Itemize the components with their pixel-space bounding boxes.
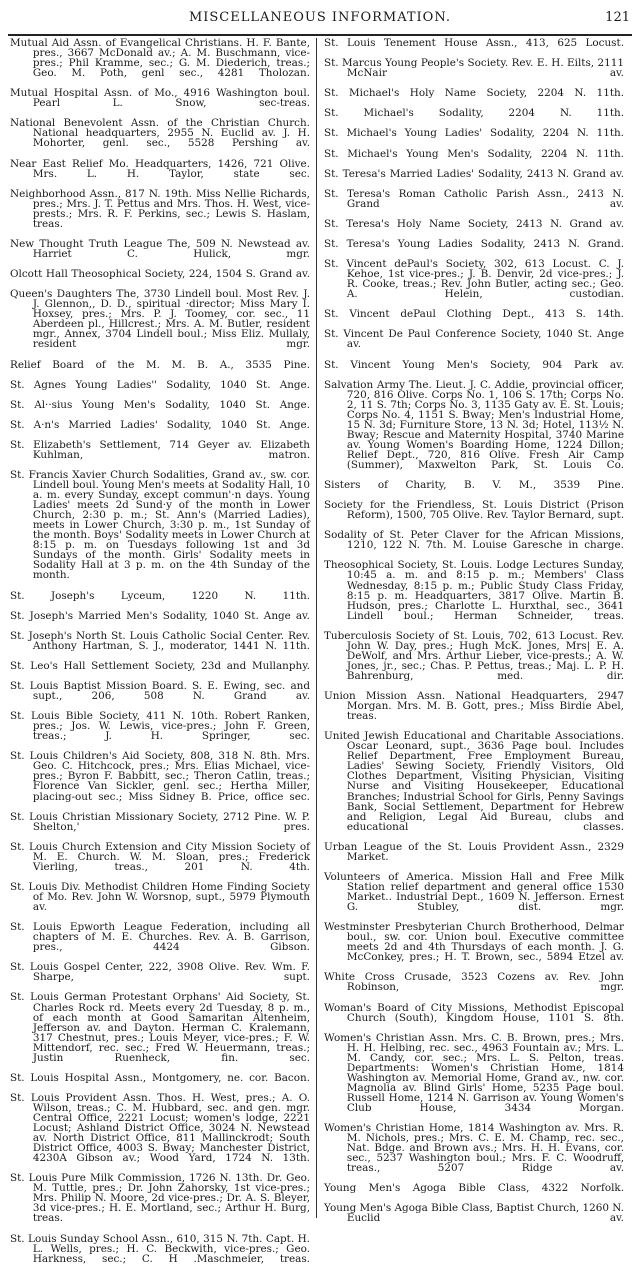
directory-entry: White Cross Crusade, 3523 Cozens av. Rev. John Robinson, mgr. <box>324 971 624 994</box>
directory-entry: St. Teresa's Roman Catholic Parish Assn., 2413 N. Grand av. <box>324 187 624 210</box>
directory-entry: St. Louis Christian Missionary Society, 2712 Pine. W. P. Shelton,' pres. <box>10 810 310 833</box>
directory-entry: St. Louis Div. Methodist Children Home Finding Society of Mo. Rev. John W. Worsnop, supt., 5979 Plymouth av. <box>10 880 310 914</box>
directory-entry: Westminster Presbyterian Church Brotherhood, Delmar boul., sw. cor. Union boul. Executive committee meets 2d and 4th Thursdays of each month. J. G. McConkey, pres.; H. T. Brown, sec., 5894 Etzel av. <box>324 921 624 964</box>
directory-entry: Mutual Hospital Assn. of Mo., 4916 Washington boul. Pearl L. Snow, sec-treas. <box>10 87 310 110</box>
directory-entry: Queen's Daughters The, 3730 Lindell boul. Most Rev. J. J. Glennon,, D. D., spiritual ·director; Miss Mary I. Hoxsey, pres.; Mrs. P. J. Toomey, cor. sec., 11 Aberdeen pl., Hillcrest.; Mrs. A. M. Butler, resident mgr., Annex, 3704 Lindell boul.; Miss Eliz. Mullaly, resident mgr. <box>10 288 310 351</box>
directory-entry: Near East Relief Mo. Headquarters, 1426, 721 Olive. Mrs. L. H. Taylor, state sec. <box>10 157 310 180</box>
directory-entry: St. A·n's Married Ladies' Sodality, 1040 St. Ange. <box>10 418 310 431</box>
directory-entry: St. Elizabeth's Settlement, 714 Geyer av. Elizabeth Kuhlman, matron. <box>10 438 310 461</box>
directory-entry: National Benevolent Assn. of the Christian Church. National headquarters, 2955 N. Euclid av. J. H. Mohorter, genl. sec., 5528 Pershing av. <box>10 117 310 150</box>
directory-entry: Volunteers of America. Mission Hall and Free Milk Station relief department and general office 1530 Market.. Industrial Dept., 1609 N. Jefferson. Ernest G. Stubley, dist. mgr. <box>324 870 624 914</box>
directory-entry: St. Vincent dePaul Clothing Dept., 413 S. 14th. <box>324 308 624 321</box>
directory-entry: St. Michael's Holy Name Society, 2204 N. 11th. <box>324 87 624 100</box>
directory-entry: St. Teresa's Holy Name Society, 2413 N. Grand av. <box>324 217 624 230</box>
directory-entry: Women's Christian Home, 1814 Washington av. Mrs. R. M. Nichols, pres.; Mrs. C. E. M. Champ, rec. sec., Nat. Bdge. and Brown avs.; Mrs. H. H. Evans, cor. sec., 5237 Washington boul.; Mrs. F. C. Woodruff, treas., 5207 Ridge av. <box>324 1122 624 1175</box>
directory-entry: Young Men's Agoga Bible Class, 4322 Norfolk. <box>324 1182 624 1195</box>
directory-entry: St. Louis German Protestant Orphans' Aid Society, St. Charles Rock rd. Meets every 2d Tuesday, 8 p. m., of each month at Good Samaritan Altenheim, Jefferson av. and Dayton. Herman C. Kralemann, 317 Chestnut, pres.; Louis Meyer, vice-pres.; F. W. Mittendorf, rec. sec.; Fred W. Heuermann, treas.; Justin Ruenheck, fin. sec. <box>10 991 310 1064</box>
page-title: MISCELLANEOUS INFORMATION. <box>188 10 452 25</box>
directory-entry: St. Louis Gospel Center, 222, 3908 Olive. Rev. Wm. F. Sharpe, supt. <box>10 961 310 984</box>
directory-entry: St. Louis Baptist Mission Board. S. E. Ewing, sec. and supt., 206, 508 N. Grand av. <box>10 680 310 703</box>
directory-entry: St. Francis Xavier Church Sodalities, Grand av., sw. cor. Lindell boul. Young Men's meets at Sodality Hall, 10 a. m. every Sunday, except commun'·n days. Young Ladies' meets 2d Sund·y of the month in Lower Church, 2:30 p. m.; St. Ann's (Married Ladies), meets in Lower Church, 3:30 p. m., 1st Sunday of the month. Boys' Sodality meets in Lower Church at 8:15 p. m. on Tuesdays following 1st and 3d Sundays of the month. Girls' Sodality meets in Sodality Hall at 3 p. m. on the 4th Sunday of the month. <box>10 469 310 582</box>
page-header <box>8 10 632 32</box>
directory-entry: Young Men's Agoga Bible Class, Baptist Church, 1260 N. Euclid av. <box>324 1202 624 1225</box>
directory-entry: St. Louis Sunday School Assn., 610, 315 N. 7th. Capt. H. L. Wells, pres.; H. C. Beckwith, vice-pres.; Geo. Harkness, sec.; C. H .Maschmeier, treas. <box>10 1232 310 1265</box>
directory-entry: St. Louis Children's Aid Society, 808, 318 N. 8th. Mrs. Geo. C. Hitchcock, pres.; Mrs. Elias Michael, vice-pres.; Byron F. Babbitt, sec.; Theron Catlin, treas.; Florence Van Sickler, genl. sec.; Hertha Miller, placing-out sec.; Miss Sidney B. Price, office sec. <box>10 750 310 803</box>
directory-entry: Union Mission Assn. National Headquarters, 2947 Morgan. Mrs. M. B. Gott, pres.; Miss Birdie Abel, treas. <box>324 690 624 723</box>
directory-entry: New Thought Truth League The, 509 N. Newstead av. Harriet C. Hulick, mgr. <box>10 237 310 260</box>
directory-entry: St. Louis Epworth League Federation, including all chapters of M. E. Churches. Rev. A. B. Garrison, pres., 4424 Gibson. <box>10 921 310 954</box>
directory-entry: St. Michael's Young Ladies' Sodality, 2204 N. 11th. <box>324 127 624 140</box>
directory-entry: Mutual Aid Assn. of Evangelical Christians. H. F. Bante, pres., 3667 McDonald av.; A. M. Buschmann, vice-pres.; Phil Kramme, sec.; G. M. Diederich, treas.; Geo. M. Poth, genl sec., 4281 Tholozan. <box>10 37 310 80</box>
directory-entry: United Jewish Educational and Charitable Associations. Oscar Leonard, supt., 3636 Page boul. Includes Relief Department, Free Employment Bureau, Ladies' Sewing Society, Friendly Visitors, Old Clothes Department, Visiting Physician, Visiting Nurse and Visiting Housekeeper, Educational Branches; Industrial School for Girls, Penny Savings Bank, Social Settlement, Department for Hebrew and Religion, Legal Aid Bureau, clubs and educational classes. <box>324 730 624 833</box>
column-divider <box>316 38 317 1218</box>
directory-entry: St. Louis Church Extension and City Mission Society of M. E. Church. W. M. Sloan, pres.; Frederick Vierling, treas., 201 N. 4th. <box>10 840 310 873</box>
directory-entry: Society for the Friendless, St. Louis District (Prison Reform), 1500, 705 Olive. Rev. Taylor Bernard, supt. <box>324 499 624 522</box>
directory-entry: St. Vincent dePaul's Society, 302, 613 Locust. C. J. Kehoe, 1st vice-pres.; J. B. Denvir, 2d vice-pres.; J. R. Cooke, treas.; Rev. John Butler, acting sec.; Geo. A. Helein, custodian. <box>324 258 624 301</box>
directory-entry: St. Joseph's Married Men's Sodality, 1040 St. Ange av. <box>10 609 310 622</box>
directory-entry: St. Al··sius Young Men's Sodality, 1040 St. Ange. <box>10 398 310 411</box>
directory-entry: Olcott Hall Theosophical Society, 224, 1504 S. Grand av. <box>10 268 310 281</box>
directory-entry: St. Louis Pure Milk Commission, 1726 N. 13th. Dr. Geo. M. Tuttle, pres.; Dr. John Zahorsky, 1st vice-pres.; Mrs. Philip N. Moore, 2d vice-pres.; Dr. A. S. Bleyer, 3d vice-pres.; H. E. Mortland, sec.; Arthur H. Burg, treas. <box>10 1172 310 1225</box>
directory-entry: St. Agnes Young Ladies'' Sodality, 1040 St. Ange. <box>10 378 310 391</box>
left-column <box>10 38 310 1274</box>
directory-entry: Sisters of Charity, B. V. M., 3539 Pine. <box>324 479 624 492</box>
directory-entry: St. Louis Hospital Assn., Montgomery, ne. cor. Bacon. <box>10 1071 310 1084</box>
directory-entry: Women's Christian Assn. Mrs. C. B. Brown, pres.; Mrs. H. H. Helbing, rec. sec., 4963 Fountain av.; Mrs. L. M. Candy, cor. sec.; Mrs. L. S. Pelton, treas. Departments: Women's Christian Home, 1814 Washington av. Memorial Home, Grand av., nw. cor. Magnolia av. Blind Girls' Home, 5235 Page boul. Russell Home, 1214 N. Garrison av. Young Women's Club House, 3434 Morgan. <box>324 1031 624 1114</box>
right-column <box>324 38 624 1234</box>
directory-entry: St. Louis Tenement House Assn., 413, 625 Locust. <box>324 37 624 49</box>
header-rule <box>8 34 632 36</box>
directory-entry: St. Teresa's Married Ladies' Sodality, 2413 N. Grand av. <box>324 167 624 180</box>
directory-entry: Urban League of the St. Louis Provident Assn., 2329 Market. <box>324 840 624 863</box>
directory-entry: St. Louis Bible Society, 411 N. 10th. Robert Ranken, pres.; Jos. W. Lewis, vice-pres.; John F. Green, treas.; J. H. Springer, sec. <box>10 710 310 743</box>
page-number: 121 <box>605 10 630 25</box>
directory-entry: Woman's Board of City Missions, Methodist Episcopal Church (South), Kingdom House, 1101 S. 8th. <box>324 1001 624 1024</box>
directory-entry: St. Louis Provident Assn. Thos. H. West, pres.; A. O. Wilson, treas.; C. M. Hubbard, sec. and gen. mgr. Central Office, 2221 Locust; women's lodge, 2221 Locust; Ashland District Office, 3024 N. Newstead av. North District Office, 811 Mallinckrodt; South District Office, 4003 S. Bway; Manchester District, 4230A Gibson av.; Wood Yard, 1724 N. 13th. <box>10 1091 310 1165</box>
directory-entry: Sodality of St. Peter Claver for the African Missions, 1210, 122 N. 7th. M. Louise Garesche in charge. <box>324 529 624 552</box>
directory-entry: Tuberculosis Society of St. Louis, 702, 613 Locust. Rev. John W. Day, pres.; Hugh McK. Jones, Mrs| E. A. DeWolf, and Mrs. Arthur Lieber, vice-prests.; A. W. Jones, jr., sec.; Chas. P. Pettus, treas.; Maj. L. P. H. Bahrenburg, med. dir. <box>324 629 624 682</box>
directory-entry: St. Joseph's Lyceum, 1220 N. 11th. <box>10 589 310 602</box>
directory-entry: St. Vincent Young Men's Society, 904 Park av. <box>324 358 624 371</box>
directory-entry: St. Michael's Sodality, 2204 N. 11th. <box>324 107 624 120</box>
directory-entry: Neighborhood Assn., 817 N. 19th. Miss Nellie Richards, pres.; Mrs. J. T. Pettus and Mrs. Thos. H. West, vice-prests.; Mrs. R. F. Perkins, sec.; Lewis S. Haslam, treas. <box>10 187 310 230</box>
directory-entry: Salvation Army The. Lieut. J. C. Addie, provincial officer, 720, 816 Olive. Corps No. 1, 106 S. 17th; Corps No. 2, 11 S. 7th; Corps No. 3, 1135 Gaty av. E. St. Louis; Corps No. 4, 1151 S. Bway; Men's Industrial Home, 15 N. 3d; Furniture Store, 13 N. 3d; Hotel, 113½ N. Bway; Rescue and Maternity Hospital, 3740 Marine av. Young Women's Boarding Home, 1224 Dillon; Relief Dept., 720, 816 Olive. Fresh Air Camp (Summer), Maxwelton Park, St. Louis Co. <box>324 378 624 471</box>
directory-entry: St. Vincent De Paul Conference Society, 1040 St. Ange av. <box>324 328 624 351</box>
directory-entry: St. Teresa's Young Ladies Sodality, 2413 N. Grand. <box>324 237 624 250</box>
directory-entry: St. Leo's Hall Settlement Society, 23d and Mullanphy. <box>10 659 310 672</box>
directory-entry: St. Michael's Young Men's Sodality, 2204 N. 11th. <box>324 147 624 160</box>
directory-entry: St. Joseph's North St. Louis Catholic Social Center. Rev. Anthony Hartman, S. J., moderator, 1441 N. 11th. <box>10 629 310 652</box>
directory-entry: St. Marcus Young People's Society. Rev. E. H. Eilts, 2111 McNair av. <box>324 57 624 80</box>
directory-entry: Relief Board of the M. M. B. A., 3535 Pine. <box>10 358 310 371</box>
directory-entry: Theosophical Society, St. Louis. Lodge Lectures Sunday, 10:45 a. m. and 8:15 p. m.; Members' Class Wednesday, 8:15 p. m.; Public Study Class Friday, 8:15 p. m. Headquarters, 3817 Olive. Martin B. Hudson, pres.; Charlotte L. Hurxthal, sec., 3641 Lindell boul.; Herman Schneider, treas. <box>324 559 624 622</box>
